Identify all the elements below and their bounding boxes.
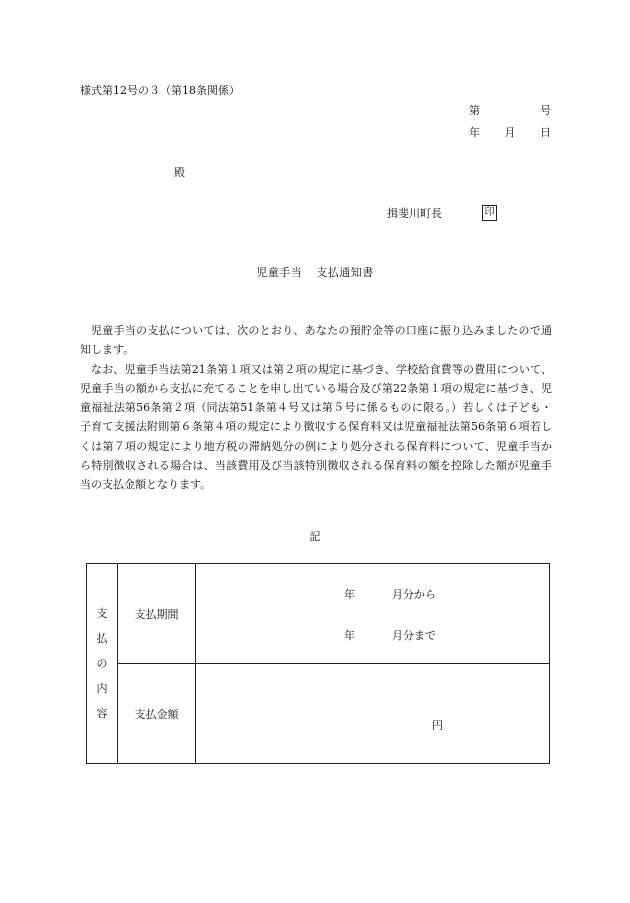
period-to-suffix: 月分まで <box>392 629 436 642</box>
amount-unit: 円 <box>432 719 443 732</box>
payment-contents-table <box>86 563 550 764</box>
seal-stamp: 印 <box>482 205 497 221</box>
date-year: 年 <box>469 126 480 139</box>
vertical-char: の <box>96 657 108 670</box>
period-from-year: 年 <box>344 588 355 601</box>
doc-number-label: 第 <box>469 104 480 117</box>
period-to-year: 年 <box>344 629 355 642</box>
vertical-char: 内 <box>96 682 108 695</box>
addressee-suffix: 殿 <box>174 166 185 179</box>
form-number: 様式第12号の３（第18条関係） <box>80 84 240 97</box>
date-day: 日 <box>540 126 551 139</box>
body-paragraph-1: 児童手当の支払については、次のとおり、あなたの預貯金等の口座に振り込みましたので通知します。 <box>80 324 552 357</box>
doc-number-suffix: 号 <box>540 104 551 117</box>
ki-heading: 記 <box>309 530 321 543</box>
issuer-line <box>387 205 497 221</box>
body-paragraph-2: なお、児童手当法第21条第１項又は第２項の規定に基づき、学校給食費等の費用について、児童手当の額から支払に充てることを申し出ている場合及び第22条第１項の規定に基づき、児童福祉法第56条第２項（同法第51条第４号又は第５号に係るものに限る。）若しくは子ども・子育て支援法附則第６条第４項の規定により徴収する保育料又は児童福祉法第56条第６項若しくは第７項の規定により地方税の滞納処分の例により処分される保育料について、児童手当から特別徴収される場合は、当該費用及び当該特別徴収される保育料の額を控除した額が児童手当の支払金額となります。 <box>80 362 552 492</box>
document-number-line <box>469 102 551 118</box>
issuer-name: 揖斐川町長 <box>387 207 442 220</box>
vertical-char: 容 <box>96 707 108 720</box>
amount-value-cell <box>196 664 550 764</box>
title-part-2: 支払通知書 <box>316 266 374 279</box>
body-text <box>80 321 552 495</box>
vertical-char: 払 <box>96 632 108 645</box>
period-label: 支払期間 <box>118 564 196 664</box>
date-line <box>469 124 551 140</box>
date-month: 月 <box>504 126 516 139</box>
vertical-label-cell <box>87 564 118 764</box>
page-title <box>0 264 630 280</box>
period-from-suffix: 月分から <box>392 588 436 601</box>
vertical-char: 支 <box>96 607 108 620</box>
title-part-1: 児童手当 <box>256 266 303 279</box>
amount-label: 支払金額 <box>118 664 196 764</box>
period-value-cell <box>196 564 550 664</box>
